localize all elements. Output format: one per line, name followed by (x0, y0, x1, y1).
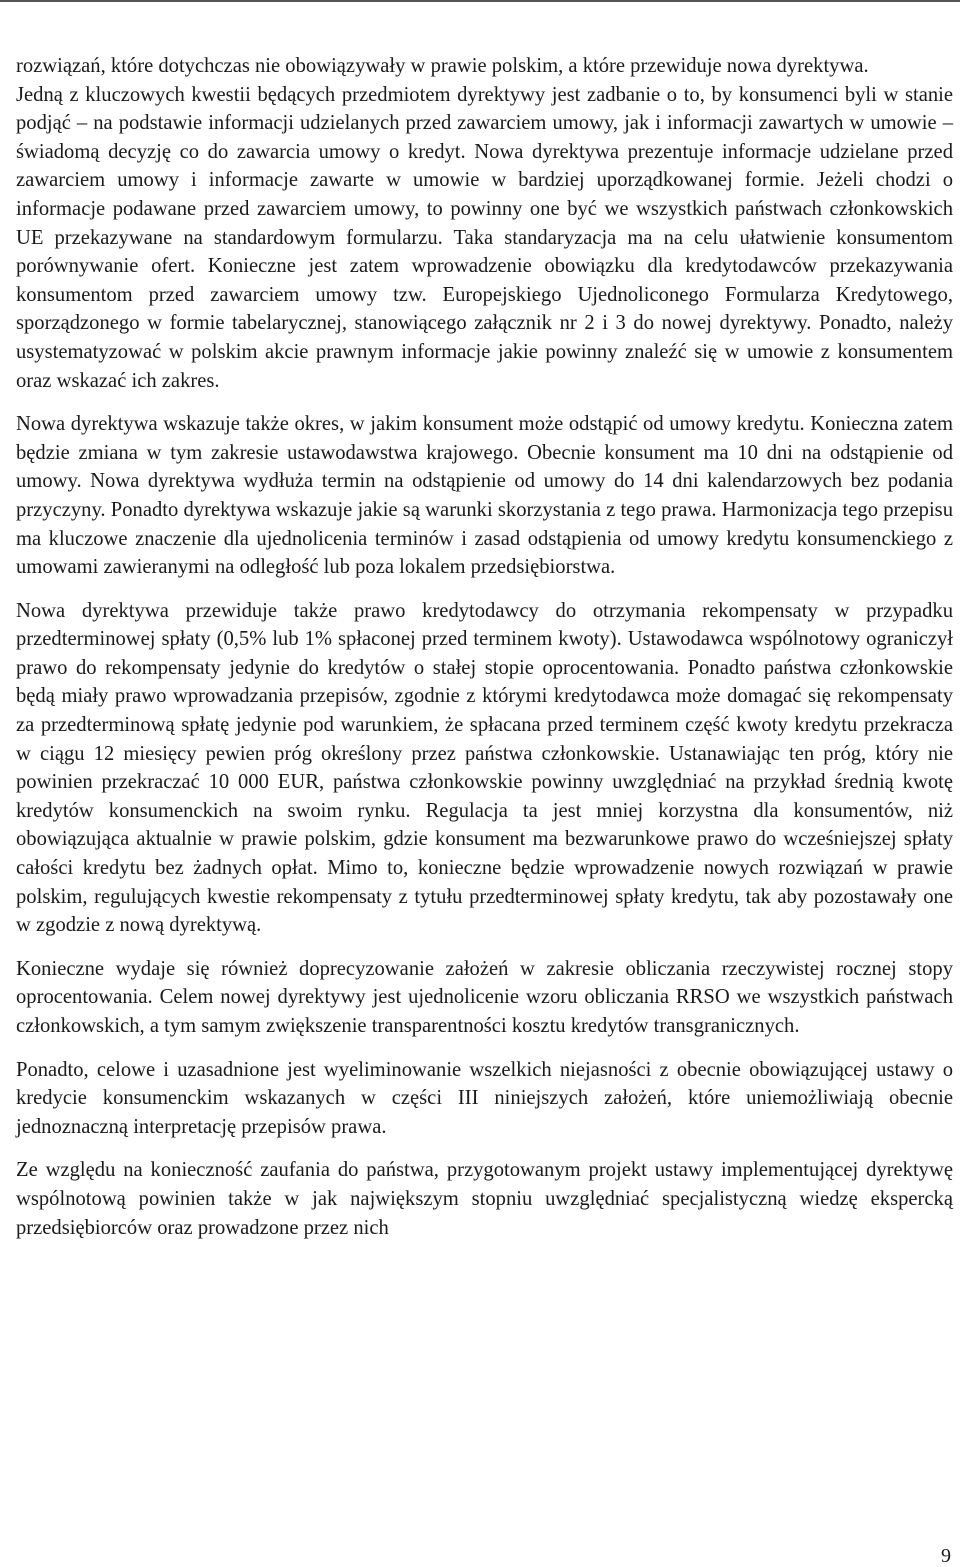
paragraph-3: Nowa dyrektywa wskazuje także okres, w jakim konsument może odstąpić od umowy kredytu. Konieczna zatem będzie zmiana w tym zakresie ustawodawstwa krajowego. Obecnie konsument ma 10 dni na odstąpienie od umowy. Nowa dyrektywa wydłuża termin na odstąpienie od umowy do 14 dni kalendarzowych bez podania przyczyny. Ponadto dyrektywa wskazuje jakie są warunki skorzystania z tego prawa. Harmonizacja tego przepisu ma kluczowe znaczenie dla ujednolicenia terminów i zasad odstąpienia od umowy kredytu konsumenckiego z umowami zawieranymi na odległość lub poza lokalem przedsiębiorstwa. (16, 413, 953, 579)
paragraph-2: Jedną z kluczowych kwestii będących przedmiotem dyrektywy jest zadbanie o to, by konsumenci byli w stanie podjąć – na podstawie informacji udzielanych przed zawarciem umowy, jak i informacji zawartych w umowie – świadomą decyzję co do zawarcia umowy o kredyt. Nowa dyrektywa prezentuje informacje udzielane przed zawarciem umowy i informacje zawarte w umowie w bardziej uporządkowanej formie. Jeżeli chodzi o informacje podawane przed zawarciem umowy, to powinny one być we wszystkich państwach członkowskich UE przekazywane na standardowym formularzu. Taka standaryzacja ma na celu ułatwienie konsumentom porównywanie ofert. Konieczne jest zatem wprowadzenie obowiązku dla kredytodawców przekazywania konsumentom przed zawarciem umowy tzw. Europejskiego Ujednoliconego Formularza Kredytowego, sporządzonego w formie tabelarycznej, stanowiącego załącznik nr 2 i 3 do nowej dyrektywy. Ponadto, należy usystematyzować w polskim akcie prawnym informacje jakie powinny znaleźć się w umowie z konsumentem oraz wskazać ich zakres. (16, 83, 953, 392)
paragraph-7: Ze względu na konieczność zaufania do państwa, przygotowanym projekt ustawy implementującej dyrektywę wspólnotową powinien także w jak największym stopniu uwzględniać specjalistyczną wiedzę ekspercką przedsiębiorców oraz prowadzone przez nich (16, 1159, 953, 1239)
paragraph-6: Ponadto, celowe i uzasadnione jest wyeliminowanie wszelkich niejasności z obecnie obowiązującej ustawy o kredycie konsumenckim wskazanych w części III niniejszych założeń, które uniemożliwiają obecnie jednoznaczną interpretację przepisów prawa. (16, 1058, 953, 1138)
paragraph-1: rozwiązań, które dotychczas nie obowiązywały w prawie polskim, a które przewiduje nowa dyrektywa. (16, 55, 869, 77)
page-number: 9 (941, 1545, 951, 1567)
document-body (16, 52, 953, 1242)
paragraph-5: Konieczne wydaje się również doprecyzowanie założeń w zakresie obliczania rzeczywistej rocznej stopy oprocentowania. Celem nowej dyrektywy jest ujednolicenie wzoru obliczania RRSO we wszystkich państwach członkowskich, a tym samym zwiększenie transparentności kosztu kredytów transgranicznych. (16, 957, 953, 1037)
top-rule (0, 0, 960, 2)
paragraph-4: Nowa dyrektywa przewiduje także prawo kredytodawcy do otrzymania rekompensaty w przypadku przedterminowej spłaty (0,5% lub 1% spłaconej przed terminem kwoty). Ustawodawca wspólnotowy ograniczył prawo do rekompensaty jedynie do kredytów o stałej stopie oprocentowania. Ponadto państwa członkowskie będą miały prawo wprowadzania przepisów, zgodnie z którymi kredytodawca może domagać się rekompensaty za przedterminową spłatę jedynie pod warunkiem, że spłacana przed terminem część kwoty kredytu przekracza w ciągu 12 miesięcy pewien próg określony przez państwa członkowskie. Ustanawiając ten próg, który nie powinien przekraczać 10 000 EUR, państwa członkowskie powinny uwzględniać na przykład średnią kwotę kredytów konsumenckich na swoim rynku. Regulacja ta jest mniej korzystna dla konsumentów, niż obowiązująca aktualnie w prawie polskim, gdzie konsument ma bezwarunkowe prawo do wcześniejszej spłaty całości kredytu bez żadnych opłat. Mimo to, konieczne będzie wprowadzenie nowych rozwiązań w prawie polskim, regulujących kwestie rekompensaty z tytułu przedterminowej spłaty kredytu, tak aby pozostawały one w zgodzie z nową dyrektywą. (16, 599, 953, 937)
